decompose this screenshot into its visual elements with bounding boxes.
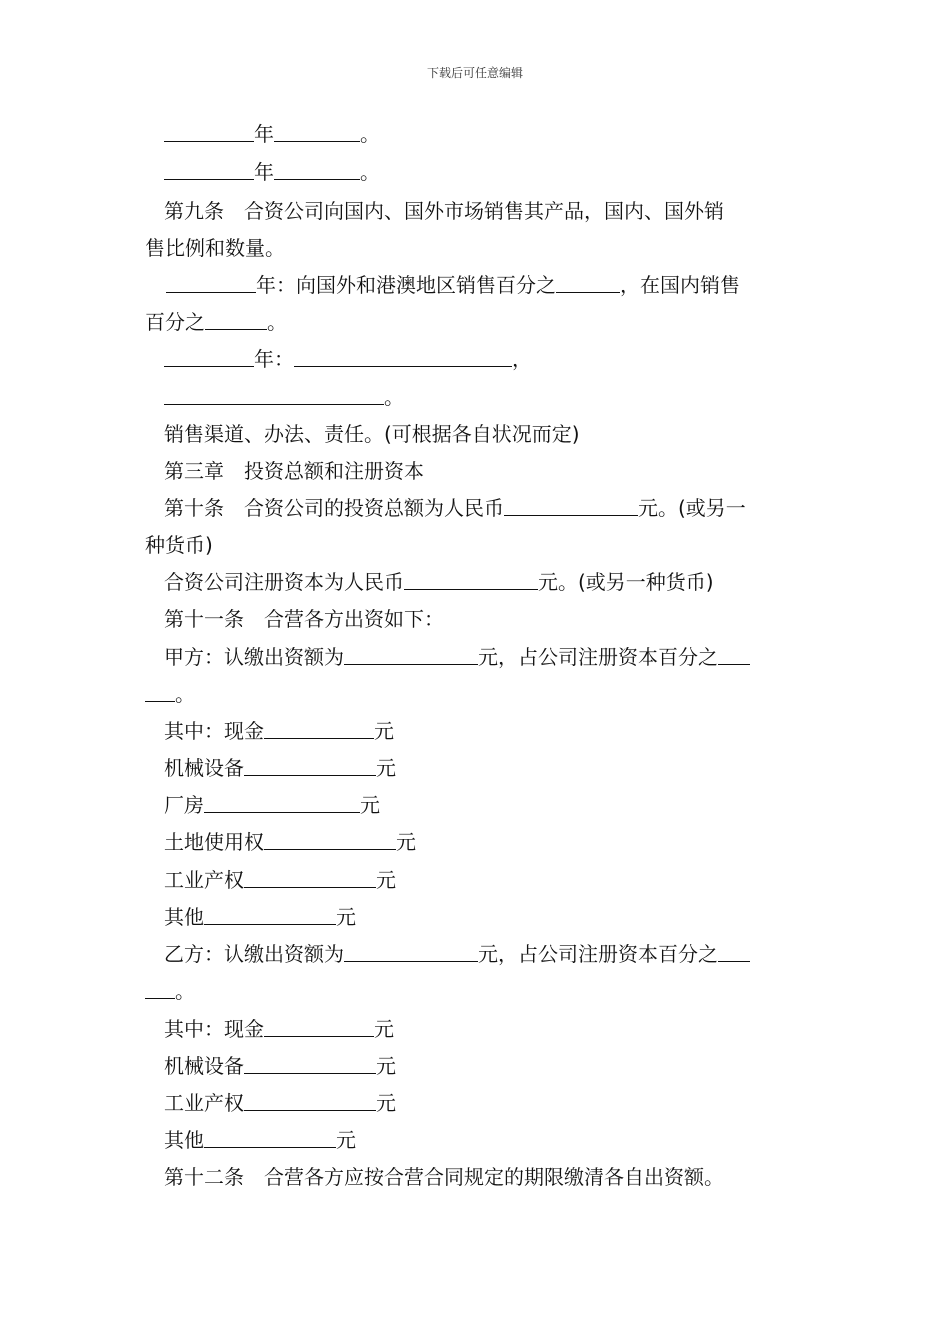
document-line bbox=[164, 159, 380, 185]
line-text: 。 bbox=[360, 122, 380, 146]
fill-in-blank bbox=[244, 1055, 376, 1074]
line-text: 甲方：认缴出资额为 bbox=[164, 645, 344, 669]
line-text: 机械设备 bbox=[164, 1054, 244, 1078]
fill-in-blank bbox=[145, 980, 175, 999]
line-text: 元。(或另一种货币) bbox=[538, 570, 714, 594]
fill-in-blank bbox=[344, 646, 478, 665]
document-line bbox=[164, 1127, 356, 1153]
line-text: 元 bbox=[336, 905, 356, 929]
line-text: 其中：现金 bbox=[164, 1017, 264, 1041]
document-line bbox=[164, 198, 724, 224]
line-text: 厂房 bbox=[164, 793, 204, 817]
line-text: 工业产权 bbox=[164, 1091, 244, 1115]
fill-in-blank bbox=[204, 794, 360, 813]
line-text: 乙方：认缴出资额为 bbox=[164, 942, 344, 966]
document-line bbox=[164, 1053, 396, 1079]
line-text: 合资公司注册资本为人民币 bbox=[164, 570, 404, 594]
line-text: 工业产权 bbox=[164, 868, 244, 892]
document-line bbox=[164, 792, 380, 818]
line-text: 其中：现金 bbox=[164, 719, 264, 743]
document-line bbox=[164, 904, 356, 930]
document-line bbox=[164, 569, 714, 595]
document-line bbox=[164, 346, 532, 372]
document-line bbox=[164, 755, 396, 781]
line-text: 元，占公司注册资本百分之 bbox=[478, 645, 718, 669]
fill-in-blank bbox=[264, 720, 374, 739]
fill-in-blank bbox=[204, 1129, 336, 1148]
document-line bbox=[164, 606, 444, 632]
line-text: 。 bbox=[384, 385, 404, 409]
line-text: 土地使用权 bbox=[164, 830, 264, 854]
page-header: 下载后可任意编辑 bbox=[426, 66, 523, 80]
fill-in-blank bbox=[718, 943, 750, 962]
line-text: 元。(或另一 bbox=[638, 496, 746, 520]
fill-in-blank bbox=[264, 831, 396, 850]
fill-in-blank bbox=[274, 161, 360, 180]
fill-in-blank bbox=[274, 123, 360, 142]
fill-in-blank bbox=[404, 571, 538, 590]
line-text: 机械设备 bbox=[164, 756, 244, 780]
line-text: 元 bbox=[374, 719, 394, 743]
document-line bbox=[145, 978, 195, 1004]
fill-in-blank bbox=[504, 497, 638, 516]
document-line bbox=[164, 1016, 394, 1042]
line-text: 元 bbox=[376, 868, 396, 892]
document-line bbox=[164, 867, 396, 893]
line-text: 。 bbox=[175, 979, 195, 1003]
line-text: 年 bbox=[254, 160, 274, 184]
line-text: 年 bbox=[254, 122, 274, 146]
line-text: 元 bbox=[374, 1017, 394, 1041]
line-text: 元 bbox=[376, 1054, 396, 1078]
line-text: 销售渠道、办法、责任。(可根据各自状况而定) bbox=[164, 422, 580, 446]
line-text: 。 bbox=[360, 160, 380, 184]
document-line bbox=[166, 272, 740, 298]
fill-in-blank bbox=[244, 757, 376, 776]
fill-in-blank bbox=[204, 906, 336, 925]
line-text: 元 bbox=[376, 1091, 396, 1115]
fill-in-blank bbox=[205, 311, 267, 330]
document-line bbox=[164, 1164, 724, 1190]
line-text: ，在国内销售 bbox=[620, 273, 740, 297]
fill-in-blank bbox=[166, 274, 256, 293]
line-text: 元 bbox=[376, 756, 396, 780]
document-line bbox=[145, 532, 213, 558]
line-text: 元 bbox=[336, 1128, 356, 1152]
document-line bbox=[145, 235, 285, 261]
line-text: ， bbox=[512, 347, 532, 371]
fill-in-blank bbox=[164, 386, 384, 405]
line-text: 第十条 合资公司的投资总额为人民币 bbox=[164, 496, 504, 520]
line-text: 第九条 合资公司向国内、国外市场销售其产品，国内、国外销 bbox=[164, 199, 724, 223]
line-text: 第三章 投资总额和注册资本 bbox=[164, 459, 424, 483]
document-line bbox=[164, 121, 380, 147]
line-text: 年：向国外和港澳地区销售百分之 bbox=[256, 273, 556, 297]
document-line bbox=[164, 384, 404, 410]
line-text: 种货币) bbox=[145, 533, 213, 557]
document-line bbox=[164, 718, 394, 744]
line-text: 第十二条 合营各方应按合营合同规定的期限缴清各自出资额。 bbox=[164, 1165, 724, 1189]
document-line bbox=[145, 309, 287, 335]
fill-in-blank bbox=[556, 274, 620, 293]
line-text: 年： bbox=[254, 347, 294, 371]
document-line bbox=[164, 1090, 396, 1116]
line-text: 售比例和数量。 bbox=[145, 236, 285, 260]
fill-in-blank bbox=[164, 123, 254, 142]
document-line bbox=[145, 681, 195, 707]
line-text: 。 bbox=[267, 310, 287, 334]
line-text: 第十一条 合营各方出资如下： bbox=[164, 607, 444, 631]
fill-in-blank bbox=[244, 1092, 376, 1111]
fill-in-blank bbox=[344, 943, 478, 962]
fill-in-blank bbox=[145, 683, 175, 702]
fill-in-blank bbox=[294, 348, 512, 367]
line-text: 。 bbox=[175, 682, 195, 706]
fill-in-blank bbox=[264, 1018, 374, 1037]
line-text: 其他 bbox=[164, 905, 204, 929]
line-text: 元，占公司注册资本百分之 bbox=[478, 942, 718, 966]
document-line bbox=[164, 644, 750, 670]
line-text: 元 bbox=[360, 793, 380, 817]
fill-in-blank bbox=[244, 869, 376, 888]
document-line bbox=[164, 458, 424, 484]
line-text: 元 bbox=[396, 830, 416, 854]
document-line bbox=[164, 421, 580, 447]
document-line bbox=[164, 495, 746, 521]
line-text: 百分之 bbox=[145, 310, 205, 334]
fill-in-blank bbox=[164, 161, 254, 180]
document-line bbox=[164, 941, 750, 967]
fill-in-blank bbox=[164, 348, 254, 367]
document-line bbox=[164, 829, 416, 855]
line-text: 其他 bbox=[164, 1128, 204, 1152]
fill-in-blank bbox=[718, 646, 750, 665]
